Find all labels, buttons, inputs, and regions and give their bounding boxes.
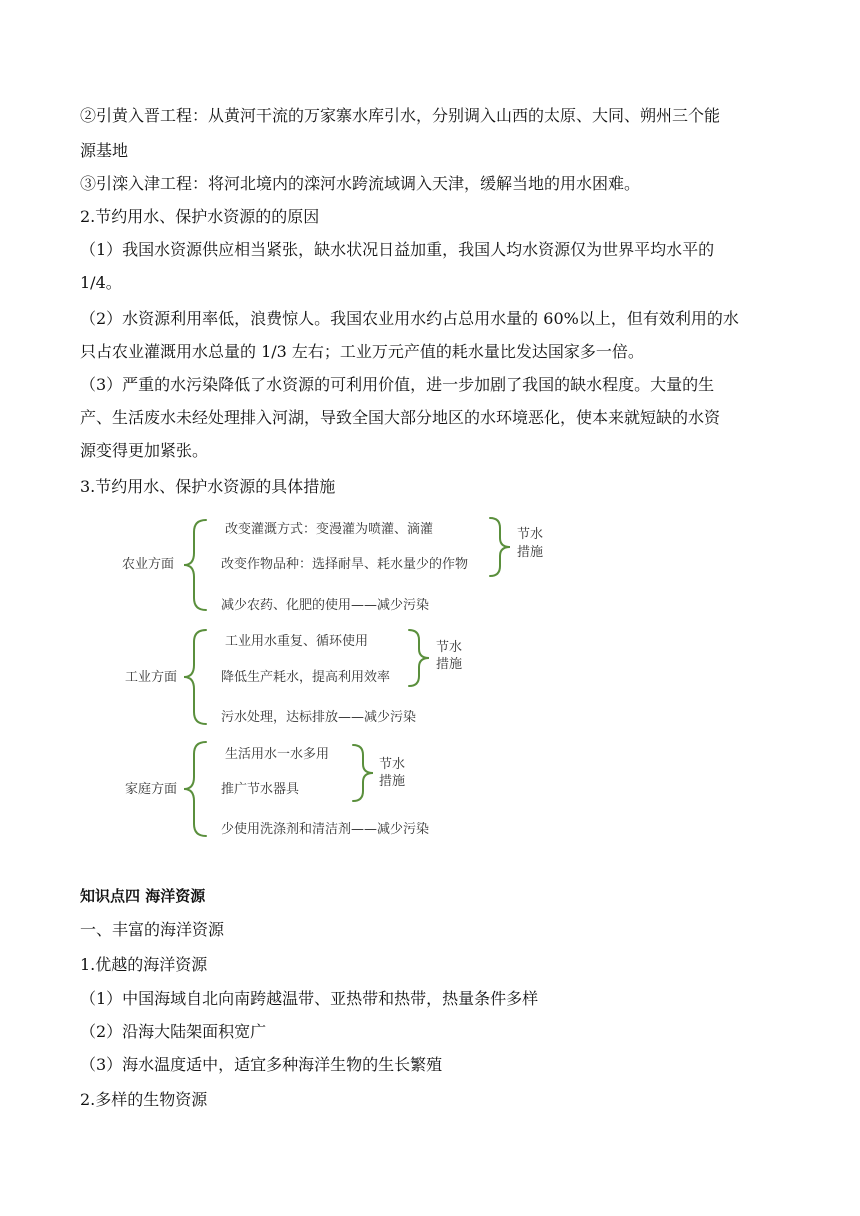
section-heading: 3.节约用水、保护水资源的具体措施 bbox=[80, 477, 336, 496]
text-line: （1）中国海域自北向南跨越温带、亚热带和热带，热量条件多样 bbox=[80, 989, 539, 1008]
industry-brace bbox=[184, 630, 206, 724]
text-line: 1/4。 bbox=[80, 273, 122, 292]
industry-item: 降低生产耗水，提高利用效率 bbox=[221, 670, 391, 685]
text-line: （2）水资源利用率低，浪费惊人。我国农业用水约占总用水量的 60%以上，但有效利用的水 bbox=[80, 309, 739, 328]
agriculture-item: 改变灌溉方式：变漫灌为喷灌、滴灌 bbox=[225, 522, 434, 537]
household-item: 推广节水器具 bbox=[221, 782, 300, 797]
industry-item: 污水处理，达标排放——减少污染 bbox=[221, 710, 417, 725]
household-item: 生活用水一水多用 bbox=[225, 747, 330, 762]
text-line: （1）我国水资源供应相当紧张，缺水状况日益加重，我国人均水资源仅为世界平均水平的 bbox=[80, 240, 715, 259]
text-line: （3）海水温度适中，适宜多种海洋生物的生长繁殖 bbox=[80, 1055, 443, 1074]
agriculture-item: 改变作物品种：选择耐旱、耗水量少的作物 bbox=[221, 557, 469, 572]
text-line: 源变得更加紧张。 bbox=[80, 441, 209, 460]
industry-item: 工业用水重复、循环使用 bbox=[225, 634, 369, 649]
household-tag: 节水 bbox=[379, 757, 406, 772]
text-line: 只占农业灌溉用水总量的 1/3 左右；工业万元产值的耗水量比发达国家多一倍。 bbox=[80, 342, 644, 361]
section-title: 知识点四 海洋资源 bbox=[80, 887, 206, 905]
household-brace bbox=[184, 742, 206, 836]
household-tag-brace bbox=[353, 745, 373, 801]
text-line: ②引黄入晋工程：从黄河干流的万家寨水库引水，分别调入山西的太原、大同、朔州三个能 bbox=[80, 106, 721, 125]
agriculture-tag: 措施 bbox=[517, 545, 544, 560]
industry-tag-brace bbox=[409, 630, 429, 686]
text-line: ③引滦入津工程：将河北境内的滦河水跨流域调入天津，缓解当地的用水困难。 bbox=[80, 174, 641, 193]
industry-tag: 节水 bbox=[436, 640, 463, 655]
text-line: （3）严重的水污染降低了水资源的可利用价值，进一步加剧了我国的缺水程度。大量的生 bbox=[80, 375, 715, 394]
household-item: 少使用洗涤剂和清洁剂——减少污染 bbox=[221, 822, 430, 837]
household-label: 家庭方面 bbox=[125, 782, 178, 797]
agriculture-tag-brace bbox=[490, 518, 510, 576]
subsection-heading: 2.多样的生物资源 bbox=[80, 1090, 208, 1109]
subsection-heading: 一、丰富的海洋资源 bbox=[80, 920, 225, 939]
agriculture-item: 减少农药、化肥的使用——减少污染 bbox=[221, 598, 430, 613]
text-line: 产、生活废水未经处理排入河湖，导致全国大部分地区的水环境恶化，使本来就短缺的水资 bbox=[80, 408, 721, 427]
agriculture-tag: 节水 bbox=[517, 527, 544, 542]
text-line: 源基地 bbox=[80, 141, 129, 160]
household-tag: 措施 bbox=[379, 774, 406, 789]
subsection-heading: 1.优越的海洋资源 bbox=[80, 955, 208, 974]
agriculture-brace bbox=[184, 520, 206, 610]
industry-label: 工业方面 bbox=[125, 670, 178, 685]
industry-tag: 措施 bbox=[436, 657, 463, 672]
section-heading: 2.节约用水、保护水资源的的原因 bbox=[80, 207, 320, 226]
agriculture-label: 农业方面 bbox=[122, 557, 175, 572]
text-line: （2）沿海大陆架面积宽广 bbox=[80, 1022, 267, 1041]
